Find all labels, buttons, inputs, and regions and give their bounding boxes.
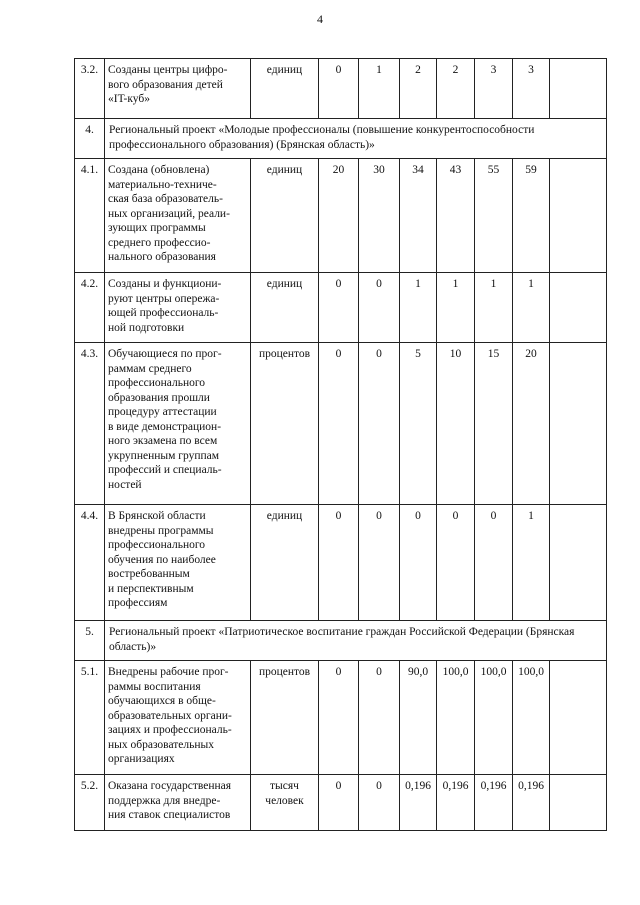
value-cell xyxy=(550,661,607,775)
value-cell: 55 xyxy=(475,159,513,273)
row-unit: единиц xyxy=(251,273,319,343)
value-cell: 0,196 xyxy=(400,775,437,831)
value-cell xyxy=(550,159,607,273)
section-title: Региональный проект «Патриотическое воспитание граждан Российской Федерации (Брянская область)» xyxy=(105,621,607,661)
section-number: 4. xyxy=(75,119,105,159)
value-cell: 1 xyxy=(437,273,475,343)
row-number: 4.4. xyxy=(75,505,105,621)
value-cell: 1 xyxy=(513,273,550,343)
value-cell: 0,196 xyxy=(513,775,550,831)
table-row xyxy=(75,505,607,621)
value-cell: 0 xyxy=(319,661,359,775)
value-cell: 1 xyxy=(513,505,550,621)
table-row xyxy=(75,661,607,775)
table-row xyxy=(75,59,607,119)
value-cell: 0 xyxy=(475,505,513,621)
value-cell xyxy=(550,59,607,119)
row-unit: процентов xyxy=(251,343,319,505)
value-cell: 2 xyxy=(400,59,437,119)
row-description: Внедрены рабочие прог- раммы воспитания обучающихся в обще- образовательных органи- зациях и профессиональ- ных образовательных организациях xyxy=(105,661,251,775)
row-description: Обучающиеся по прог- раммам среднего профессионального образования прошли процедуру аттестации в виде демонстрацион- ного экзамена по всем укрупненным группам профессий и специаль- ностей xyxy=(105,343,251,505)
row-number: 4.2. xyxy=(75,273,105,343)
value-cell: 0 xyxy=(359,273,400,343)
value-cell xyxy=(550,343,607,505)
value-cell: 0 xyxy=(359,661,400,775)
value-cell: 15 xyxy=(475,343,513,505)
value-cell: 0 xyxy=(359,343,400,505)
row-unit: единиц xyxy=(251,59,319,119)
row-description: Оказана государственная поддержка для внедре- ния ставок специалистов xyxy=(105,775,251,831)
value-cell xyxy=(550,775,607,831)
row-number: 3.2. xyxy=(75,59,105,119)
page-number: 4 xyxy=(317,12,323,26)
value-cell: 1 xyxy=(475,273,513,343)
row-unit: процентов xyxy=(251,661,319,775)
value-cell xyxy=(550,505,607,621)
value-cell: 0 xyxy=(319,59,359,119)
value-cell: 0,196 xyxy=(437,775,475,831)
section-number: 5. xyxy=(75,621,105,661)
value-cell: 0,196 xyxy=(475,775,513,831)
row-description: Созданы и функциони- руют центры опережа- ющей профессиональ- ной подготовки xyxy=(105,273,251,343)
value-cell: 1 xyxy=(359,59,400,119)
value-cell: 0 xyxy=(437,505,475,621)
value-cell: 20 xyxy=(319,159,359,273)
value-cell: 100,0 xyxy=(475,661,513,775)
value-cell: 43 xyxy=(437,159,475,273)
value-cell: 0 xyxy=(319,343,359,505)
section-row xyxy=(75,621,607,661)
value-cell: 0 xyxy=(359,775,400,831)
row-unit: единиц xyxy=(251,505,319,621)
value-cell: 34 xyxy=(400,159,437,273)
table-row xyxy=(75,273,607,343)
value-cell: 10 xyxy=(437,343,475,505)
value-cell: 0 xyxy=(319,505,359,621)
table-row xyxy=(75,159,607,273)
value-cell: 100,0 xyxy=(437,661,475,775)
value-cell: 3 xyxy=(475,59,513,119)
row-description: Создана (обновлена) материально-техниче- ская база образователь- ных организаций, реали- зующих программы среднего профессио- нального образования xyxy=(105,159,251,273)
value-cell: 2 xyxy=(437,59,475,119)
row-unit: тысяч человек xyxy=(251,775,319,831)
row-number: 5.1. xyxy=(75,661,105,775)
value-cell: 0 xyxy=(319,273,359,343)
section-title: Региональный проект «Молодые профессионалы (повышение конкурентоспособности профессионального образования) (Брянская область)» xyxy=(105,119,607,159)
value-cell xyxy=(550,273,607,343)
indicators-table xyxy=(74,58,607,831)
value-cell: 90,0 xyxy=(400,661,437,775)
value-cell: 0 xyxy=(359,505,400,621)
row-unit: единиц xyxy=(251,159,319,273)
row-description: В Брянской области внедрены программы профессионального обучения по наиболее востребованным и перспективным профессиям xyxy=(105,505,251,621)
value-cell: 0 xyxy=(319,775,359,831)
row-number: 4.3. xyxy=(75,343,105,505)
section-row xyxy=(75,119,607,159)
value-cell: 20 xyxy=(513,343,550,505)
table-row xyxy=(75,343,607,505)
value-cell: 100,0 xyxy=(513,661,550,775)
row-number: 4.1. xyxy=(75,159,105,273)
value-cell: 30 xyxy=(359,159,400,273)
table-row xyxy=(75,775,607,831)
row-description: Созданы центры цифро- вого образования детей «IT-куб» xyxy=(105,59,251,119)
value-cell: 1 xyxy=(400,273,437,343)
value-cell: 59 xyxy=(513,159,550,273)
value-cell: 5 xyxy=(400,343,437,505)
row-number: 5.2. xyxy=(75,775,105,831)
value-cell: 0 xyxy=(400,505,437,621)
value-cell: 3 xyxy=(513,59,550,119)
